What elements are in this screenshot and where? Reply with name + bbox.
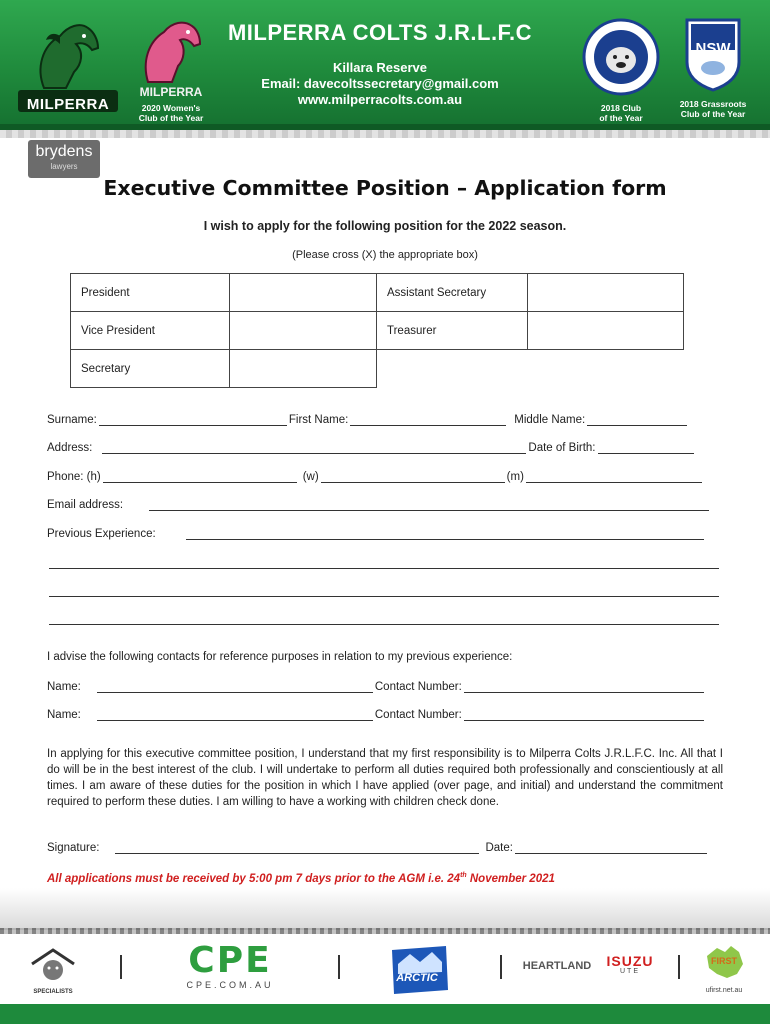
isuzu-text: ISUZU [606,953,654,969]
milperra-logo-text: MILPERRA [26,96,110,113]
brydens-sub: lawyers [50,162,78,171]
position-label-secretary: Secretary [71,350,230,388]
position-label-treasurer: Treasurer [377,312,528,350]
email-field[interactable] [149,499,709,511]
experience-field-4[interactable] [49,613,719,625]
header-website: www.milperracolts.com.au [297,92,463,107]
ref2-contact-field[interactable] [464,709,704,721]
first-name-label: First Name: [288,414,349,426]
email-label: Email address: [47,499,124,511]
deadline-sup: th [460,872,467,879]
womens-award-caption: 2020 Women's Club of the Year [138,103,204,123]
ref2-name-field[interactable] [97,709,373,721]
roofing-sponsor-logo [18,946,88,995]
checkbox-secretary[interactable] [230,350,377,388]
header-divider [0,130,770,138]
nsw-award-caption: 2018 Grassroots Club of the Year [679,99,747,119]
arctic-sponsor-logo [384,942,454,998]
ref1-name-label: Name: [47,681,81,693]
ufirst-sponsor-logo [694,942,754,994]
contacts-intro-row [47,651,723,663]
footer-stripe [0,928,770,934]
footer-separator [120,955,122,979]
form-title: Executive Committee Position – Application form [103,176,667,200]
position-label-president: President [71,274,230,312]
checkbox-vice-president[interactable] [230,312,377,350]
experience-field-2[interactable] [49,557,719,569]
ref1-contact-label: Contact Number: [374,681,462,693]
phone-row [47,471,723,483]
position-table [70,273,684,388]
deadline-notice [47,872,723,885]
heartland-text: HEARTLAND [522,960,592,972]
roofing-icon [28,946,78,984]
form-subtitle: I wish to apply for the following position for the 2022 season. [203,219,567,233]
phone-home-label: Phone: (h) [47,471,101,483]
middle-name-field[interactable] [587,414,687,426]
phone-work-field[interactable] [321,471,505,483]
signature-label: Signature: [47,842,100,854]
middle-name-label: Middle Name: [514,414,586,426]
phone-home-field[interactable] [103,471,297,483]
cpe-text: CPE [188,940,272,981]
deadline-text-end: November 2021 [466,872,555,885]
brydens-lawyers-logo [28,140,100,178]
brydens-name: brydens [35,143,93,160]
ufirst-text: FIRST [711,956,737,966]
sponsor-bar [0,936,770,1004]
signature-row [47,842,723,854]
cpe-url: CPE.COM.AU [186,980,274,990]
address-row [47,442,723,454]
roofing-text: SPECIALISTS [33,989,73,995]
ref1-name-field[interactable] [97,681,373,693]
footer-separator [678,955,680,979]
checkbox-treasurer[interactable] [528,312,684,350]
contacts-intro: I advise the following contacts for reference purposes in relation to my previous experience: [47,651,513,663]
reference-row-1 [47,681,723,693]
isuzu-sub: UTE [620,968,640,975]
checkbox-president[interactable] [230,274,377,312]
ref2-name-label: Name: [47,709,81,721]
signature-field[interactable] [115,842,479,854]
phone-mobile-label: (m) [506,471,524,483]
arctic-badge-icon [386,942,452,998]
header-info [215,20,545,108]
womens-club-logo [128,16,214,123]
club-of-year-badge [578,18,664,123]
declaration-paragraph: In applying for this executive committee position, I understand that my first responsibility is to Milperra Colts J.R.L.F.C. Inc. All that I do will be in the best interest of the club. I will undertake to perform all duties required both professionally and conscientiously at all times. I am aware of these duties for the position in which I have applied (over page, and initial) and understand the commitment required to perform these duties. I am willing to have a working with children check done. [47,748,723,808]
arctic-text: ARCTIC [396,972,438,984]
club-award-caption: 2018 Club of the Year [599,103,643,123]
footer-band [0,888,770,930]
womens-logo-text: MILPERRA [139,85,203,99]
dob-label: Date of Birth: [528,442,596,454]
address-field[interactable] [102,442,526,454]
checkbox-assistant-secretary[interactable] [528,274,684,312]
nsw-text: NSW [695,40,731,57]
date-field[interactable] [515,842,707,854]
phone-mobile-field[interactable] [526,471,702,483]
footer-separator [338,955,340,979]
ufirst-url: ufirst.net.au [705,987,743,994]
footer-separator [500,955,502,979]
club-name: MILPERRA COLTS J.R.L.F.C [227,20,533,45]
experience-field-3[interactable] [49,585,719,597]
pink-horse-icon [128,16,214,86]
name-row [47,414,723,426]
experience-line-2 [47,557,723,569]
cpe-sponsor-logo [170,942,290,990]
experience-label: Previous Experience: [47,528,156,540]
email-row [47,499,723,511]
dob-field[interactable] [598,442,694,454]
bulldog-badge-icon [582,18,660,96]
header-banner [0,0,770,130]
experience-field[interactable] [186,528,704,540]
phone-work-label: (w) [302,471,319,483]
isuzu-sponsor-logo [600,954,660,975]
experience-row [47,528,723,540]
nsw-sub-text: RUGBY LEAGUE [690,56,736,62]
position-label-vice-president: Vice President [71,312,230,350]
milperra-colts-logo [14,18,122,123]
ref1-contact-field[interactable] [464,681,704,693]
form-instruction: (Please cross (X) the appropriate box) [292,249,478,261]
header-email: Email: davecoltssecretary@gmail.com [261,76,499,91]
first-name-field[interactable] [350,414,506,426]
date-label: Date: [485,842,513,854]
nsw-rugby-league-logo [668,18,758,119]
ref2-contact-label: Contact Number: [374,709,462,721]
position-label-assistant-secretary: Assistant Secretary [377,274,528,312]
experience-line-3 [47,585,723,597]
address-label: Address: [47,442,93,454]
table-empty-cell [377,350,684,388]
experience-line-4 [47,613,723,625]
heartland-sponsor-logo [520,960,594,972]
surname-label: Surname: [47,414,97,426]
footer-green-bar [0,1004,770,1024]
surname-field[interactable] [99,414,287,426]
venue: Killara Reserve [333,60,427,75]
reference-row-2 [47,709,723,721]
deadline-text: All applications must be received by 5:00 pm 7 days prior to the AGM i.e. 24 [47,872,461,885]
